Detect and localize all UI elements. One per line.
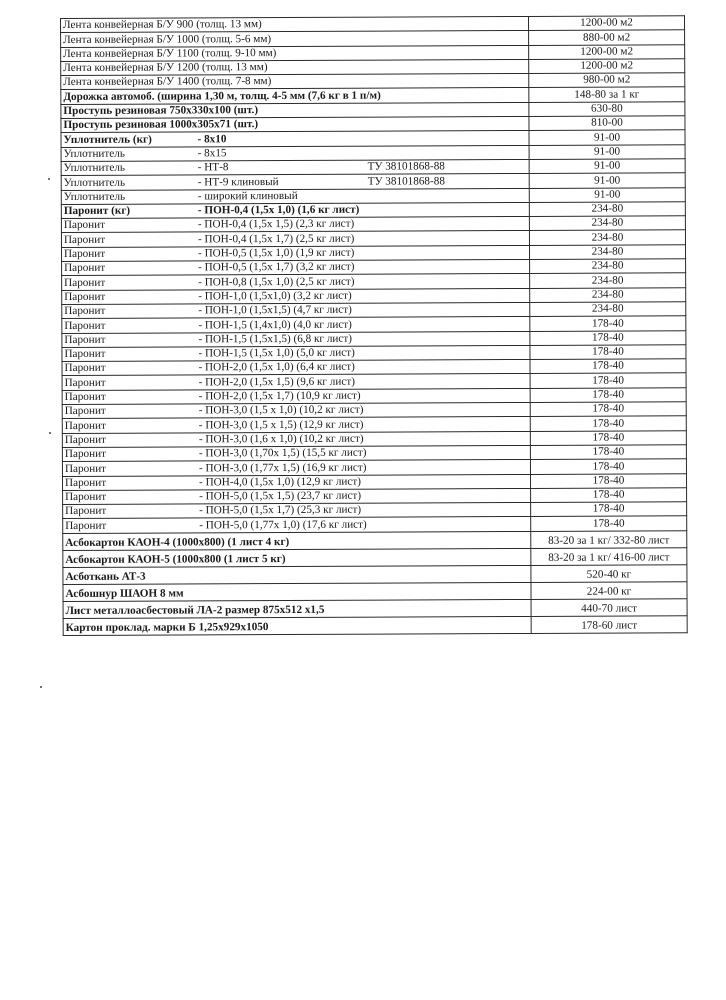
item-name: Картон проклад. марки Б 1,25х929х1050 [65, 620, 269, 634]
item-price: 178-40 [530, 387, 686, 402]
item-price: 178-40 [531, 488, 687, 503]
item-name: Уплотнитель (кг) [63, 133, 152, 146]
item-price: 630-80 [529, 102, 685, 117]
item-price: 810-00 [529, 116, 685, 131]
item-spec: - ПОН-0,5 (1,5х 1,7) (3,2 кг лист) [198, 261, 355, 274]
item-name: Асбокартон КАОН-5 (1000х800 (1 лист 5 кг) [65, 552, 286, 566]
item-price: 880-00 м2 [529, 30, 685, 45]
item-spec: - ПОН-0,4 (1,5х 1,5) (2,3 кг лист) [197, 218, 355, 231]
item-spec: - ПОН-3,0 (1,70х 1,5) (15,5 кг лист) [198, 446, 367, 460]
item-name: Паронит [64, 405, 106, 418]
item-name: Лента конвейерная Б/У 900 (толщ. 13 мм) [63, 18, 262, 32]
item-price: 440-70 лист [531, 598, 687, 616]
item-name: Паронит [64, 276, 106, 289]
item-price: 1200-00 м2 [529, 44, 685, 59]
item-price: 234-80 [530, 273, 686, 288]
item-spec: - ПОН-2,0 (1,5х 1,5) (9,6 кг лист) [198, 375, 355, 389]
price-row [63, 547, 687, 567]
item-price: 234-80 [529, 230, 685, 245]
price-row [63, 598, 687, 618]
item-spec: - ПОН-0,5 (1,5х 1,0) (1,9 кг лист) [198, 246, 355, 260]
item-spec: - ПОН-1,0 (1,5х1,0) (3,2 кг лист) [198, 289, 352, 303]
item-standard: ТУ 38101868-88 [367, 160, 445, 173]
item-price: 234-80 [529, 202, 685, 217]
scan-speck [49, 432, 51, 434]
item-price: 178-40 [531, 502, 687, 517]
item-price: 178-40 [530, 430, 686, 445]
item-name-cell [63, 531, 531, 550]
item-price: 178-40 [530, 402, 686, 417]
item-price: 234-80 [530, 287, 686, 302]
item-price: 178-40 [530, 373, 686, 388]
item-price: 91-00 [529, 144, 685, 159]
item-spec: - ПОН-5,0 (1,77х 1,0) (17,6 кг лист) [199, 518, 367, 532]
item-spec: - ПОН-5,0 (1,5х 1,7) (25,3 кг лист) [199, 504, 362, 517]
item-spec: - ПОН-2,0 (1,5х 1,0) (6,4 кг лист) [198, 361, 355, 374]
item-price: 148-80 за 1 кг [529, 87, 685, 102]
item-spec: - ПОН-3,0 (1,77х 1,5) (16,9 кг лист) [198, 461, 367, 474]
item-name: Паронит [63, 219, 106, 232]
item-price: 980-00 м2 [529, 73, 685, 88]
item-price: 91-00 [529, 173, 685, 188]
item-spec: - ПОН-1,5 (1,5х 1,0) (5,0 кг лист) [198, 346, 355, 360]
item-price: 178-40 [530, 445, 686, 460]
item-price: 91-00 [529, 130, 685, 145]
item-price: 1200-00 м2 [529, 59, 685, 74]
item-name: Дорожка автомоб. (ширина 1,30 м, толщ. 4-5 мм (7,6 кг в 1 п/м) [63, 89, 381, 103]
price-row [63, 581, 687, 601]
item-name-cell [63, 616, 531, 635]
item-name: Паронит [65, 505, 107, 518]
item-name: Паронит [64, 347, 106, 361]
item-spec: - ПОН-4,0 (1,5х 1,0) (12,9 кг лист) [199, 475, 362, 489]
item-name: Проступь резиновая 750х330х100 (шт.) [63, 104, 259, 118]
item-name: Паронит [64, 433, 106, 446]
item-standard: ТУ 38101868-88 [367, 174, 445, 188]
item-name: Паронит (кг) [63, 204, 131, 218]
price-row [63, 530, 687, 550]
item-spec: - НТ-9 клиновый [197, 175, 279, 188]
item-spec: - 8х15 [197, 147, 227, 160]
price-list-table [60, 15, 688, 635]
item-name: Паронит [64, 362, 106, 375]
item-spec: - ПОН-1,5 (1,5х1,5) (6,8 кг лист) [198, 332, 352, 346]
item-name-cell [63, 599, 531, 618]
item-spec: - ПОН-0,8 (1,5х 1,0) (2,5 кг лист) [198, 275, 355, 289]
item-name: Асбокартон КАОН-4 (1000х800) (1 лист 4 кг) [65, 535, 290, 549]
scan-speck [48, 178, 50, 180]
item-name: Уплотнитель [63, 161, 126, 175]
item-name-cell [63, 582, 531, 601]
item-name: Лента конвейерная Б/У 1400 (толщ. 7-8 мм) [63, 75, 272, 89]
item-name: Паронит [63, 233, 106, 246]
item-price: 178-40 [530, 473, 686, 488]
item-name: Паронит [64, 462, 107, 475]
item-spec: - широкий клиновый [197, 189, 298, 203]
item-name: Паронит [64, 319, 106, 332]
item-price: 178-40 [530, 359, 686, 374]
item-name: Асбошнур ШАОН 8 мм [65, 587, 184, 600]
item-spec: - ПОН-3,0 (1,5 х 1,5) (12,9 кг лист) [198, 418, 364, 432]
item-name: Уплотнитель [63, 190, 126, 203]
price-row [63, 564, 687, 584]
item-price: 234-80 [530, 259, 686, 274]
item-spec: - ПОН-3,0 (1,6 х 1,0) (10,2 кг лист) [198, 432, 364, 446]
item-name: Паронит [64, 419, 106, 432]
item-name: Паронит [65, 490, 107, 504]
item-name: Паронит [65, 476, 107, 489]
item-name: Паронит [64, 390, 106, 403]
item-price: 178-40 [531, 516, 687, 531]
item-spec: - ПОН-0,4 (1,5х 1,0) (1,6 кг лист) [197, 203, 360, 217]
item-name: Паронит [64, 333, 106, 346]
item-price: 234-80 [529, 245, 685, 260]
item-price: 178-60 лист [531, 615, 687, 633]
item-spec: - ПОН-1,5 (1,4х1,0) (4,0 кг лист) [198, 318, 352, 331]
item-price: 91-00 [529, 187, 685, 202]
item-price: 83-20 за 1 кг/ 332-80 лист [531, 530, 687, 548]
item-name: Паронит [64, 262, 106, 275]
item-name: Лента конвейерная Б/У 1100 (толщ. 9-10 мм) [63, 46, 277, 60]
item-spec: - НТ-8 [197, 161, 229, 174]
item-name: Лента конвейерная Б/У 1000 (толщ. 5-6 мм) [63, 32, 272, 46]
price-row [63, 615, 687, 635]
item-name: Лента конвейерная Б/У 1200 (толщ. 13 мм) [63, 61, 268, 75]
item-name: Проступь резиновая 1000х305х71 (шт.) [63, 118, 259, 132]
item-price: 178-40 [530, 316, 686, 331]
item-price: 234-80 [530, 302, 686, 317]
item-price: 83-20 за 1 кг/ 416-00 лист [531, 547, 687, 565]
item-spec: - ПОН-5,0 (1,5х 1,5) (23,7 кг лист) [199, 489, 362, 503]
item-price: 520-40 кг [531, 564, 687, 582]
item-price: 178-40 [530, 330, 686, 345]
item-name: Паронит [64, 376, 106, 389]
item-spec: - ПОН-3,0 (1,5 х 1,0) (10,2 кг лист) [198, 403, 364, 417]
price-list-body [61, 16, 688, 635]
item-name-cell [63, 548, 531, 567]
item-spec: - ПОН-0,4 (1,5х 1,7) (2,5 кг лист) [197, 232, 355, 246]
item-price: 234-80 [529, 216, 685, 231]
item-price: 178-40 [530, 345, 686, 360]
item-name: Паронит [64, 247, 106, 261]
item-name: Уплотнитель [63, 176, 126, 189]
item-name: Лист металлоасбестовый ЛА-2 размер 875х512 х1,5 [65, 603, 325, 617]
item-name: Паронит [65, 519, 107, 532]
item-price: 224-00 кг [531, 581, 687, 599]
item-name: Паронит [64, 290, 106, 303]
item-name: Паронит [64, 448, 107, 461]
item-spec: - ПОН-2,0 (1,5х 1,7) (10,9 кг лист) [198, 389, 361, 403]
scan-speck [40, 686, 42, 688]
item-price: 1200-00 м2 [528, 16, 684, 31]
item-name: Паронит [64, 305, 106, 318]
item-price: 178-40 [530, 416, 686, 431]
item-name: Уплотнитель [63, 147, 125, 160]
item-spec: - ПОН-1,0 (1,5х1,5) (4,7 кг лист) [198, 303, 352, 317]
item-spec: - 8х10 [197, 132, 227, 146]
item-name: Асботкань АТ-3 [65, 570, 146, 583]
item-price: 91-00 [529, 159, 685, 174]
item-price: 178-40 [530, 459, 686, 474]
item-name-cell [63, 565, 531, 584]
